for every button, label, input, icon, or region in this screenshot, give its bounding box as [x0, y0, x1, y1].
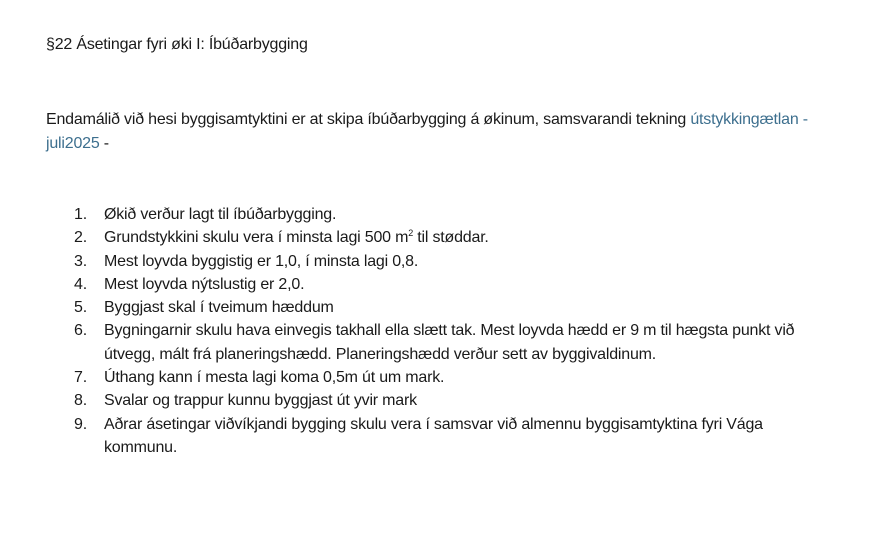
list-item-number: 2. [74, 229, 87, 247]
intro-trailing: - [99, 134, 109, 152]
list-item-number: 1. [74, 206, 87, 223]
intro-text: Endamálið við hesi byggisamtyktini er at skipa íbúðarbygging á økinum, samsvarandi tekning [46, 111, 691, 128]
list-item [46, 250, 836, 273]
list-item-text: Úthang kann í mesta lagi koma 0,5m út um mark. [104, 369, 445, 387]
list-item [46, 413, 836, 460]
list-item-number: 4. [74, 275, 87, 293]
list-item-text: Mest loyvda byggistig er 1,0, í minsta lagi 0,8. [104, 252, 419, 270]
list-item [46, 296, 836, 319]
list-item-number: 3. [74, 252, 87, 270]
list-item-number: 5. [74, 299, 87, 317]
list-item-number: 9. [74, 415, 87, 433]
list-item [46, 273, 836, 296]
list-item [46, 389, 836, 412]
list-item-text: Byggjast skal í tveimum hæddum [104, 299, 334, 317]
list-item-number: 7. [74, 369, 87, 387]
plan-link[interactable]: útstykkingætlan - juli2025 [46, 111, 808, 152]
intro-paragraph [46, 108, 836, 155]
rules-list [46, 203, 836, 459]
list-item-text: Bygningarnir skulu hava einvegis takhall ella slætt tak. Mest loyvda hædd er 9 m til hægsta punkt við útvegg, mált frá planeringshædd. Planeringshædd verður sett av byggivaldinum. [104, 322, 795, 363]
list-item [46, 203, 836, 226]
list-item-text-after: til støddar. [413, 229, 489, 247]
list-item-text: Grundstykkini skulu vera í minsta lagi 500 m [104, 229, 409, 247]
list-item-text: Mest loyvda nýtslustig er 2,0. [104, 275, 305, 293]
list-item [46, 226, 836, 249]
section-heading: §22 Ásetingar fyri øki I: Íbúðarbygging [46, 36, 308, 53]
list-item [46, 366, 836, 389]
superscript-2: 2 [408, 228, 414, 239]
list-item-text: Aðrar ásetingar viðvíkjandi bygging skulu vera í samsvar við almennu byggisamtyktina fyri Vága kommunu. [104, 415, 763, 456]
list-item-number: 8. [74, 392, 87, 410]
list-item-number: 6. [74, 322, 87, 340]
list-item-text: Økið verður lagt til íbúðarbygging. [104, 206, 337, 223]
list-item-text: Svalar og trappur kunnu byggjast út yvir mark [104, 392, 417, 410]
list-item [46, 319, 836, 366]
